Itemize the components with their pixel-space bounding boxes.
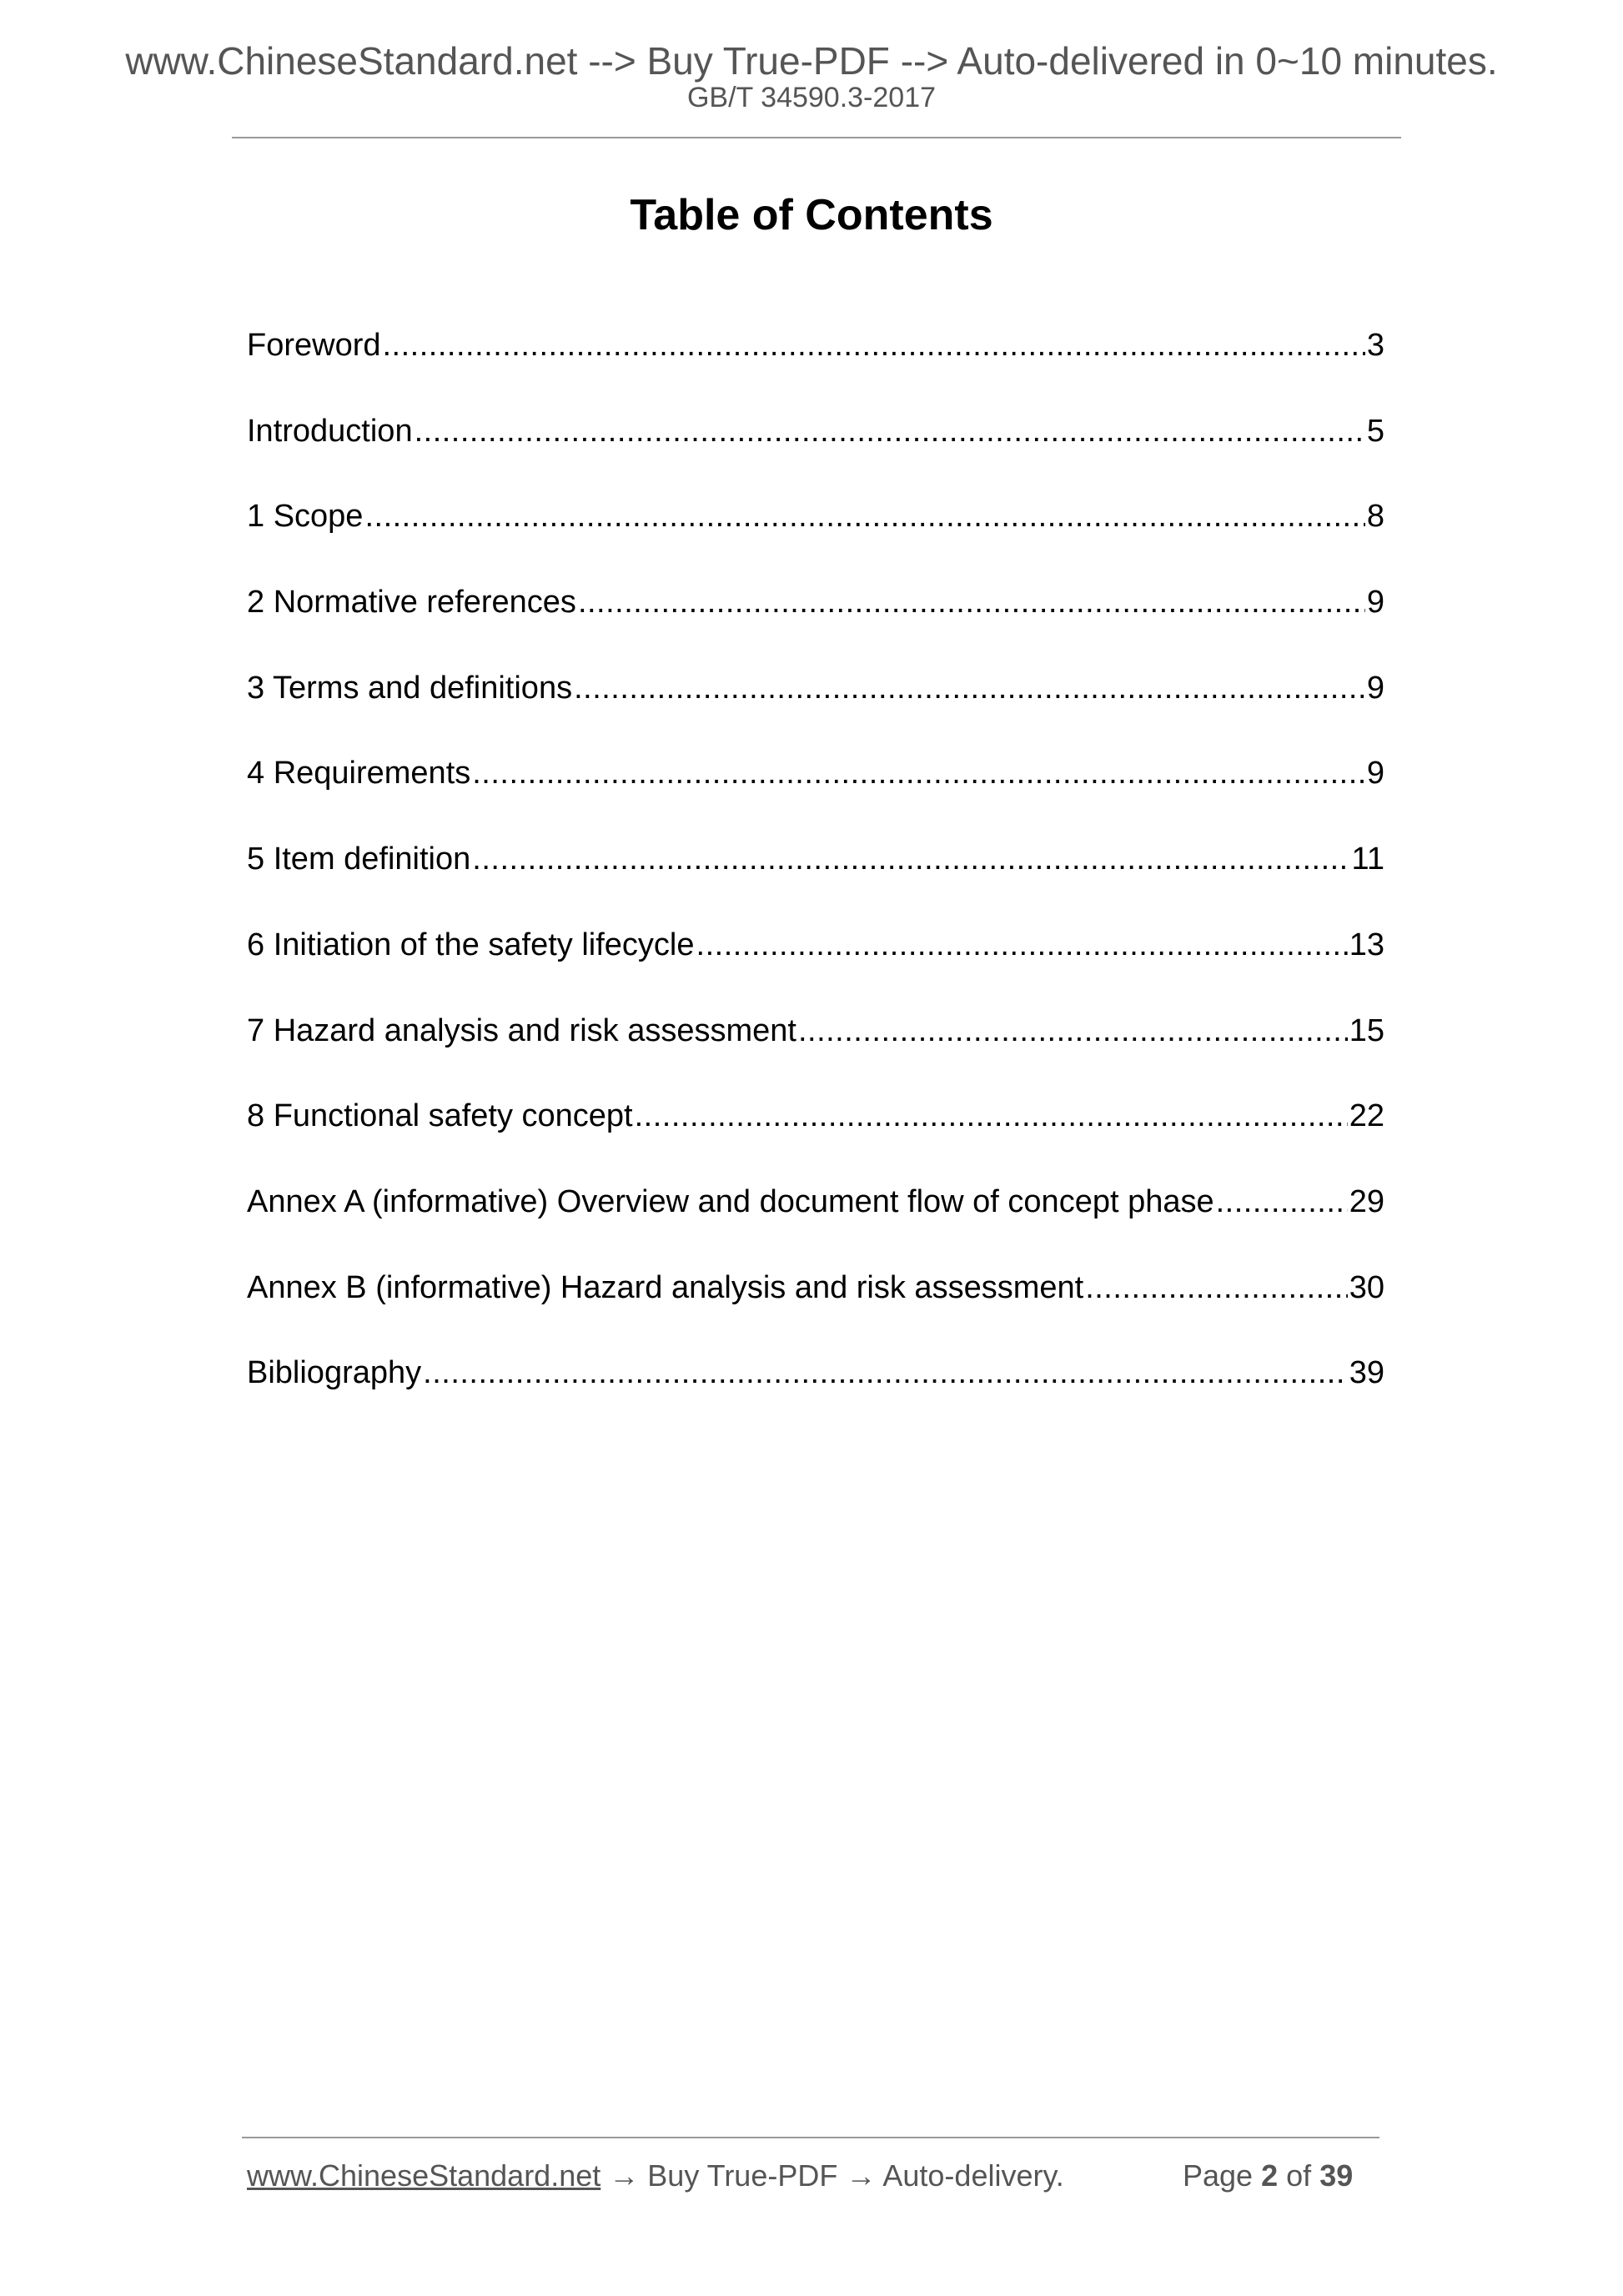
arrow-right-icon: →	[609, 2158, 640, 2193]
toc-dot-leader	[798, 1008, 1348, 1053]
toc-entry-annex-b[interactable]	[247, 1265, 1384, 1351]
toc-entry-scope[interactable]	[247, 494, 1384, 580]
toc-entry-page: 29	[1349, 1183, 1384, 1219]
toc-entry-page: 22	[1349, 1098, 1384, 1134]
toc-entry-label: 5 Item definition	[247, 842, 471, 877]
footer-buy-text: Buy True-PDF	[647, 2158, 838, 2193]
toc-entry-label: 1 Scope	[247, 499, 364, 535]
toc-entry-label: Foreword	[247, 328, 381, 363]
toc-entry-label: 8 Functional safety concept	[247, 1098, 633, 1134]
toc-dot-leader	[423, 1350, 1348, 1395]
toc-entry-item-definition[interactable]	[247, 837, 1384, 922]
toc-entry-page: 11	[1351, 842, 1384, 877]
toc-dot-leader	[574, 666, 1365, 711]
toc-entry-page: 13	[1349, 927, 1384, 962]
toc-dot-leader	[1085, 1265, 1348, 1310]
toc-entry-page: 15	[1349, 1012, 1384, 1048]
toc-dot-leader	[415, 409, 1365, 454]
toc-entry-page: 5	[1366, 413, 1384, 449]
toc-entry-hazard-analysis[interactable]	[247, 1008, 1384, 1094]
toc-entry-label: Annex A (informative) Overview and document flow of concept phase	[247, 1183, 1214, 1219]
toc-entry-normative-references[interactable]	[247, 580, 1384, 666]
toc-dot-leader	[472, 837, 1349, 882]
toc-entry-label: Introduction	[247, 413, 413, 449]
footer-divider	[242, 2137, 1379, 2138]
toc-entry-page: 30	[1349, 1269, 1384, 1305]
toc-entry-page: 39	[1349, 1355, 1384, 1391]
toc-dot-leader	[635, 1093, 1348, 1138]
toc-entry-page: 9	[1366, 585, 1384, 620]
toc-entry-bibliography[interactable]	[247, 1350, 1384, 1436]
toc-entry-page: 3	[1366, 328, 1384, 363]
top-banner: www.ChineseStandard.net --> Buy True-PDF --> Auto-delivered in 0~10 minutes.	[125, 39, 1498, 83]
toc-entry-label: 3 Terms and definitions	[247, 670, 573, 706]
toc-entry-label: Bibliography	[247, 1355, 422, 1391]
toc-title: Table of Contents	[630, 191, 993, 239]
toc-entry-terms-and-definitions[interactable]	[247, 666, 1384, 751]
footer-site-link[interactable]: www.ChineseStandard.net	[247, 2158, 601, 2193]
toc-list	[247, 323, 1384, 1436]
current-page-number: 2	[1261, 2158, 1279, 2193]
total-page-count: 39	[1319, 2158, 1354, 2193]
toc-dot-leader	[364, 494, 1364, 539]
toc-entry-initiation-of-safety-lifecycle[interactable]	[247, 922, 1384, 1008]
toc-dot-leader	[1216, 1179, 1348, 1224]
footer-promo	[247, 2158, 1064, 2193]
header-divider	[232, 137, 1401, 138]
toc-entry-page: 9	[1366, 756, 1384, 791]
toc-entry-requirements[interactable]	[247, 751, 1384, 837]
toc-entry-label: 2 Normative references	[247, 585, 576, 620]
arrow-right-icon: →	[846, 2158, 877, 2193]
footer-delivery-text: Auto-delivery.	[882, 2158, 1064, 2193]
toc-entry-label: Annex B (informative) Hazard analysis and risk assessment	[247, 1269, 1084, 1305]
toc-entry-page: 9	[1366, 670, 1384, 706]
page-label: Page	[1183, 2158, 1254, 2193]
toc-entry-foreword[interactable]	[247, 323, 1384, 409]
document-code: GB/T 34590.3-2017	[686, 82, 937, 113]
of-label: of	[1286, 2158, 1312, 2193]
toc-entry-annex-a[interactable]	[247, 1179, 1384, 1265]
page-indicator	[1183, 2158, 1353, 2193]
toc-entry-introduction[interactable]	[247, 409, 1384, 495]
toc-entry-label: 7 Hazard analysis and risk assessment	[247, 1012, 796, 1048]
toc-dot-leader	[472, 751, 1365, 796]
toc-entry-label: 4 Requirements	[247, 756, 471, 791]
toc-entry-functional-safety-concept[interactable]	[247, 1093, 1384, 1179]
toc-dot-leader	[383, 323, 1365, 368]
toc-dot-leader	[696, 922, 1348, 967]
toc-dot-leader	[578, 580, 1365, 625]
toc-entry-label: 6 Initiation of the safety lifecycle	[247, 927, 695, 962]
toc-entry-page: 8	[1366, 499, 1384, 535]
